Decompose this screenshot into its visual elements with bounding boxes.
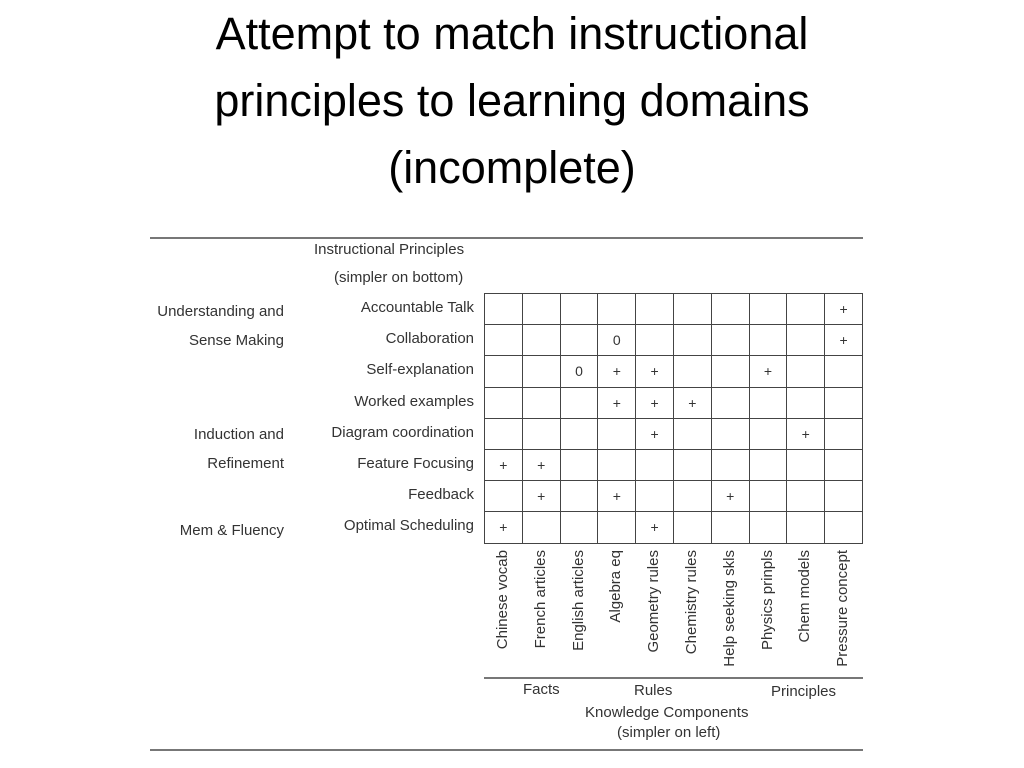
matrix-cell <box>787 449 825 480</box>
matrix-cell <box>711 325 749 356</box>
matrix-cell <box>560 294 598 325</box>
matrix-cell <box>673 356 711 387</box>
footer-facts: Facts <box>523 681 560 698</box>
matrix-cell: + <box>673 387 711 418</box>
matrix-cell <box>560 512 598 543</box>
matrix-cell <box>636 325 674 356</box>
matrix-cell <box>522 387 560 418</box>
table-row <box>485 294 863 325</box>
group-label: Induction and <box>193 426 284 443</box>
group-label: Refinement <box>207 455 284 472</box>
row-label: Accountable Talk <box>360 299 474 316</box>
column-label: Geometry rules <box>645 550 663 653</box>
matrix-cell: + <box>598 387 636 418</box>
footer-rules: Rules <box>634 682 673 699</box>
matrix-cell <box>673 418 711 449</box>
table-row <box>485 356 863 387</box>
matrix-cell: 0 <box>598 325 636 356</box>
matrix-cell <box>636 294 674 325</box>
matrix-cell <box>522 294 560 325</box>
matrix-cell <box>598 449 636 480</box>
matrix-cell: + <box>711 481 749 512</box>
matrix-cell: + <box>749 356 787 387</box>
matrix-cell <box>485 356 523 387</box>
matrix-cell <box>711 418 749 449</box>
row-label: Optimal Scheduling <box>343 517 474 535</box>
matrix-cell <box>673 449 711 480</box>
matrix-cell: + <box>787 418 825 449</box>
table-row <box>485 512 863 543</box>
table-row <box>485 418 863 449</box>
matrix-cell: + <box>598 481 636 512</box>
column-label: Chem models <box>796 550 814 643</box>
matrix-cell <box>485 294 523 325</box>
matrix-cell <box>560 418 598 449</box>
row-label: Self-explanation <box>366 361 474 379</box>
column-label: Chinese vocab <box>494 550 511 650</box>
matrix-cell <box>825 481 863 512</box>
matrix-cell <box>560 449 598 480</box>
matrix-cell <box>787 512 825 543</box>
column-label: Algebra eq <box>607 550 625 623</box>
title-line-1: Attempt to match instructional <box>215 8 809 59</box>
matrix-cell <box>749 387 787 418</box>
group-label: Mem & Fluency <box>179 522 284 539</box>
row-label: Worked examples <box>354 392 474 410</box>
matrix-cell <box>711 387 749 418</box>
matrix-cell <box>749 418 787 449</box>
matrix-cell: + <box>485 449 523 480</box>
matrix-cell <box>673 294 711 325</box>
column-label: Pressure concept <box>834 550 852 667</box>
top-rule <box>150 237 863 239</box>
matrix-cell <box>787 387 825 418</box>
matrix-cell <box>636 449 674 480</box>
matrix-cell <box>825 449 863 480</box>
matrix-cell <box>485 418 523 449</box>
column-label: Physics prinpls <box>758 550 776 651</box>
matrix-cell <box>485 481 523 512</box>
matrix-cell <box>522 418 560 449</box>
matrix-cell <box>787 481 825 512</box>
column-label: English articles <box>569 550 587 651</box>
row-label: Collaboration <box>385 330 474 348</box>
table-row <box>485 325 863 356</box>
matrix-cell: + <box>636 356 674 387</box>
matrix-cell <box>598 418 636 449</box>
matrix-cell <box>673 481 711 512</box>
matrix-cell: + <box>522 481 560 512</box>
matrix-cell <box>711 294 749 325</box>
matrix-cell: + <box>636 512 674 543</box>
matrix-cell: + <box>636 387 674 418</box>
group-label: Understanding and <box>157 303 284 320</box>
group-label: Sense Making <box>188 332 284 349</box>
matrix-cell <box>711 356 749 387</box>
matrix-cell: + <box>485 512 523 543</box>
matrix-cell <box>598 512 636 543</box>
matrix-cell <box>825 356 863 387</box>
matrix-cell: 0 <box>560 356 598 387</box>
matrix-cell <box>787 356 825 387</box>
column-label: French articles <box>531 550 549 649</box>
footer-axis-note: (simpler on left) <box>617 724 721 741</box>
table-row <box>485 387 863 418</box>
row-label: Diagram coordination <box>331 423 474 441</box>
matrix-cell <box>711 512 749 543</box>
matrix-cell <box>560 387 598 418</box>
matrix-cell <box>673 512 711 543</box>
matrix-cell: + <box>825 325 863 356</box>
matrix-cell <box>522 356 560 387</box>
column-label: Chemistry rules <box>683 550 700 655</box>
matrix-cell <box>711 449 749 480</box>
matrix-cell <box>825 512 863 543</box>
matrix-cell <box>749 481 787 512</box>
matrix-cell: + <box>825 294 863 325</box>
matrix-cell <box>485 387 523 418</box>
header-principles: Instructional Principles <box>314 241 465 258</box>
matrix-cell <box>485 325 523 356</box>
matrix-cell: + <box>598 356 636 387</box>
bottom-rule <box>150 749 863 751</box>
matrix-cell: + <box>636 418 674 449</box>
footer-principles: Principles <box>771 683 837 700</box>
matrix-cell <box>749 449 787 480</box>
table-row <box>485 449 863 480</box>
matrix-cell <box>825 418 863 449</box>
matrix-cell <box>749 294 787 325</box>
title-line-2: principles to learning domains <box>214 75 810 126</box>
table-row <box>485 481 863 512</box>
row-label: Feedback <box>408 486 474 504</box>
matrix-cell <box>749 325 787 356</box>
footer-axis: Knowledge Components <box>585 704 749 721</box>
matrix-cell: + <box>522 449 560 480</box>
matrix-cell <box>787 325 825 356</box>
mid-rule <box>484 677 863 679</box>
matrix-cell <box>749 512 787 543</box>
principles-matrix <box>484 293 863 544</box>
matrix-cell <box>787 294 825 325</box>
title-line-3: (incomplete) <box>388 142 636 193</box>
row-label: Feature Focusing <box>357 455 474 472</box>
header-note: (simpler on bottom) <box>334 269 464 286</box>
column-label: Help seeking skls <box>720 550 738 667</box>
matrix-cell <box>560 481 598 512</box>
matrix-cell <box>825 387 863 418</box>
matrix-cell <box>560 325 598 356</box>
matrix-cell <box>673 325 711 356</box>
matrix-cell <box>636 481 674 512</box>
matrix-cell <box>522 325 560 356</box>
matrix-cell <box>522 512 560 543</box>
matrix-cell <box>598 294 636 325</box>
